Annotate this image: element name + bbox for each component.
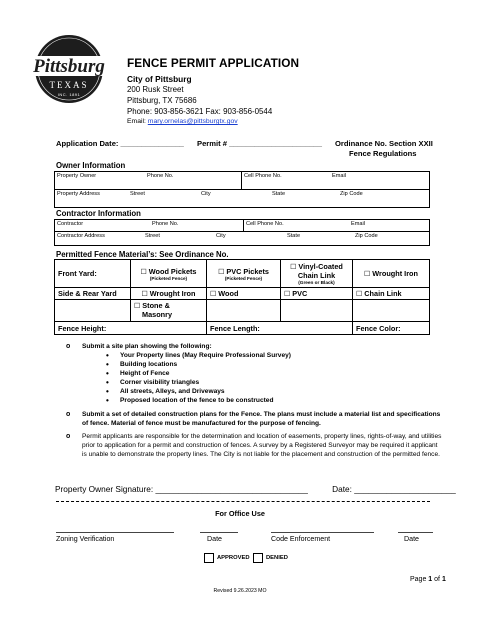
email-line	[127, 118, 299, 125]
owner-info-table	[54, 171, 430, 208]
page-title: FENCE PERMIT APPLICATION	[127, 56, 300, 70]
owner-phone-label: Phone No.	[147, 173, 174, 179]
owner-signature-field[interactable]: Property Owner Signature: _________________________________	[55, 484, 308, 494]
empty-cell	[55, 300, 131, 322]
email-link[interactable]: mary.ornelas@pittsburgtx.gov	[147, 118, 238, 125]
front-wood-pickets-checkbox[interactable]: ☐	[140, 268, 147, 276]
contractor-info-title: Contractor Information	[56, 209, 141, 218]
pvc-pickets-sub: (Picketed Fence)	[224, 275, 263, 281]
instruction-item: o Permit applicants are responsible for the determination and location of easements, property lines, rights-of-way, and utilities prior to application for a permit and construction of fences. A survey by a Registered Surveyor may be required it applicant is unable to demonstrate the property lines. The City is not liable for the placement and construction of the permitted fence.	[66, 432, 442, 459]
side-wrought-iron-label: Wrought Iron	[149, 289, 196, 298]
side-wood-checkbox[interactable]: ☐	[210, 291, 217, 298]
instruction-item: o Submit a site plan showing the following:	[66, 342, 442, 351]
sub-item: • All streets, Alleys, and Driveways	[66, 387, 442, 396]
signature-date-field[interactable]: Date: ______________________	[332, 484, 456, 494]
logo-state-text: TEXAS	[49, 80, 89, 90]
page-current: 1	[428, 576, 433, 583]
side-pvc-label: PVC	[292, 289, 308, 298]
denied-label: DENIED	[266, 555, 288, 561]
vinyl-line-2: Chain Link	[297, 271, 336, 280]
contractor-email-label: Email	[351, 221, 365, 227]
fence-length-field[interactable]: Fence Length:	[207, 322, 353, 335]
owner-state-label: State	[272, 191, 286, 197]
front-yard-label: Front Yard:	[55, 260, 131, 288]
code-enforcement-label: Code Enforcement	[271, 535, 331, 543]
fence-height-field[interactable]: Fence Height:	[55, 322, 207, 335]
fence-color-field[interactable]: Fence Color:	[353, 322, 430, 335]
front-pvc-pickets-checkbox[interactable]: ☐	[218, 268, 225, 276]
fence-materials-title: Permitted Fence Material’s: See Ordinance No.	[56, 250, 229, 259]
permit-number-field[interactable]: Permit # ______________________	[197, 139, 322, 148]
email-label: Email:	[127, 118, 146, 125]
page-of: of	[432, 576, 442, 583]
property-owner-cell[interactable]	[55, 172, 242, 190]
property-address-label: Property Address	[57, 191, 100, 197]
approved-label: APPROVED	[217, 555, 250, 561]
page-header	[127, 56, 299, 125]
phone-fax: Phone: 903-856-3621 Fax: 903-856-0544	[127, 107, 273, 116]
empty-cell	[281, 300, 353, 322]
zoning-date-line[interactable]	[200, 532, 238, 533]
application-date-field[interactable]: Application Date: _______________	[56, 139, 184, 148]
contractor-label: Contractor	[57, 221, 84, 227]
city-name: City of Pittsburg	[127, 74, 192, 84]
side-wood-option[interactable]	[207, 288, 281, 300]
owner-city-label: City	[201, 191, 211, 197]
stone-line-1: Stone &	[142, 301, 170, 310]
sub-item: • Proposed location of the fence to be constructed	[66, 396, 442, 405]
side-wrought-iron-option[interactable]	[131, 288, 207, 300]
page-number	[410, 576, 446, 583]
city-logo	[20, 32, 118, 106]
street-address: 200 Rusk Street	[127, 85, 184, 94]
front-vinyl-chain-link-checkbox[interactable]: ☐	[290, 264, 297, 271]
front-wrought-iron-option[interactable]	[353, 260, 430, 288]
contractor-cell-label: Cell Phone No.	[246, 221, 284, 227]
owner-email-label: Email	[332, 173, 346, 179]
instructions-list	[66, 342, 442, 459]
revision-note: Revised 9.26.2023 MO	[213, 588, 267, 594]
instruction-item: o Submit a set of detailed construction plans for the Fence. The plans must include a material list and specifications of fence. Material of fence must be manufactured for the purpose of fencing.	[66, 410, 442, 428]
contractor-phone-label: Phone No.	[152, 221, 179, 227]
code-date-label: Date	[404, 535, 419, 543]
ordinance-line-2: Fence Regulations	[349, 149, 417, 158]
front-vinyl-chain-link-option[interactable]	[281, 260, 353, 288]
side-chain-link-checkbox[interactable]: ☐	[356, 291, 363, 298]
side-wood-label: Wood	[218, 289, 239, 298]
pvc-pickets-label: PVC Pickets	[226, 266, 269, 276]
wood-pickets-sub: (Picketed Fence)	[149, 275, 188, 281]
property-owner-label: Property Owner	[57, 173, 97, 179]
side-wrought-iron-checkbox[interactable]: ☐	[141, 291, 148, 298]
sub-item: • Corner visibility triangles	[66, 378, 442, 387]
empty-cell	[353, 300, 430, 322]
zoning-verification-label: Zoning Verification	[56, 535, 115, 543]
stone-line-2: Masonry	[142, 310, 173, 319]
logo-name-text: Pittsburg	[33, 56, 105, 77]
side-stone-masonry-checkbox[interactable]: ☐	[134, 303, 141, 310]
approved-checkbox[interactable]	[204, 553, 214, 563]
side-rear-yard-label: Side & Rear Yard	[55, 288, 131, 300]
empty-cell	[207, 300, 281, 322]
page-total: 1	[441, 576, 446, 583]
sub-item: • Building locations	[66, 360, 442, 369]
denied-checkbox[interactable]	[253, 553, 263, 563]
contractor-cell[interactable]	[55, 220, 244, 232]
side-pvc-option[interactable]	[281, 288, 353, 300]
logo-badge-icon	[20, 32, 118, 106]
code-date-line[interactable]	[398, 532, 433, 533]
side-chain-link-option[interactable]	[353, 288, 430, 300]
front-wood-pickets-option[interactable]	[131, 260, 207, 288]
owner-cell-email-cell[interactable]	[242, 172, 430, 190]
sub-item: • Height of Fence	[66, 369, 442, 378]
owner-info-title: Owner Information	[56, 161, 126, 170]
contractor-state-label: State	[287, 233, 301, 239]
ordinance-line-1: Ordinance No. Section XXII	[335, 139, 433, 148]
front-pvc-pickets-option[interactable]	[207, 260, 281, 288]
contractor-street-label: Street	[145, 233, 160, 239]
zoning-date-label: Date	[207, 535, 222, 543]
office-use-title: For Office Use	[215, 509, 265, 518]
contractor-zip-label: Zip Code	[355, 233, 378, 239]
city-state-zip: Pittsburg, TX 75686	[127, 96, 197, 105]
vinyl-sub: (Green or Black)	[298, 280, 335, 285]
contractor-city-label: City	[216, 233, 226, 239]
side-pvc-checkbox[interactable]: ☐	[284, 291, 291, 298]
owner-zip-label: Zip Code	[340, 191, 363, 197]
contractor-address-label: Contractor Address	[57, 233, 105, 239]
contractor-cell-email-cell[interactable]	[244, 220, 430, 232]
page-prefix: Page	[410, 576, 429, 583]
code-signature-line[interactable]	[271, 532, 374, 533]
zoning-signature-line[interactable]	[56, 532, 174, 533]
sub-item: • Your Property lines (May Require Professional Survey)	[66, 351, 442, 360]
office-divider	[56, 501, 430, 502]
contractor-info-table	[54, 219, 430, 246]
owner-cell-label: Cell Phone No.	[244, 173, 282, 179]
front-wrought-iron-checkbox[interactable]: ☐	[364, 271, 371, 278]
fence-materials-table	[54, 259, 430, 335]
wood-pickets-label: Wood Pickets	[148, 266, 197, 276]
contractor-address-cell[interactable]	[55, 232, 430, 246]
signature-row	[55, 484, 456, 494]
vinyl-line-1: Vinyl-Coated	[298, 262, 343, 271]
owner-street-label: Street	[130, 191, 145, 197]
side-stone-masonry-option[interactable]	[131, 300, 207, 322]
logo-inc-text: INC. 1891	[57, 92, 81, 97]
wrought-iron-label: Wrought Iron	[372, 269, 418, 278]
side-chain-link-label: Chain Link	[364, 289, 402, 298]
property-address-cell[interactable]	[55, 190, 430, 208]
